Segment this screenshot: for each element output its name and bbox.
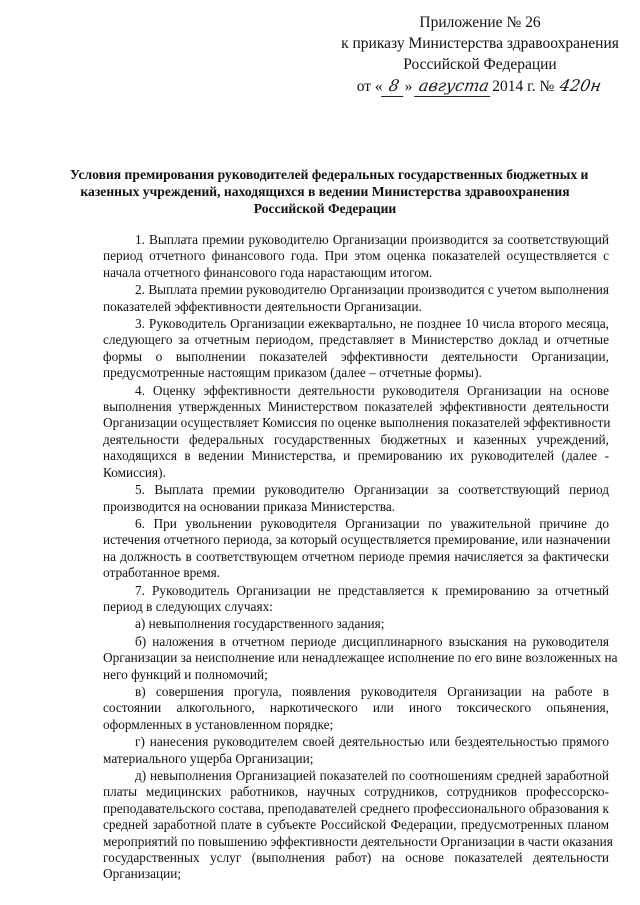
paragraph-line: деятельности федеральных государственных бюджетных и казенных учреждений, (103, 431, 609, 447)
paragraph (103, 232, 609, 281)
paragraph-line: период отчетного финансового года. При этом оценка показателей осуществляется с (103, 248, 609, 264)
paragraph-line: 5. Выплата премии руководителю Организации за соответствующий период (135, 482, 609, 498)
paragraph-line: начала отчетного финансового года нарастающим итогом. (103, 264, 433, 280)
paragraph (103, 516, 609, 582)
date-year: 2014 г. № (492, 78, 555, 95)
paragraph-line: Организации осуществляет Комиссия по оценке выполнения показателей эффективности (103, 415, 611, 431)
order-date-line (330, 75, 630, 97)
paragraph-line: средней заработной плате в субъекте Российской Федерации, предусмотренных планом (103, 817, 609, 833)
federation-label: Российской Федерации (403, 56, 557, 73)
paragraph (103, 482, 609, 515)
paragraph (103, 282, 609, 315)
paragraph (103, 383, 609, 481)
paragraph (103, 583, 609, 616)
paragraph-line: государственных услуг (выполнения работ) на основе показателей деятельности (103, 850, 609, 866)
handwritten-order-number: 420н (558, 76, 603, 95)
paragraph-line: истечения отчетного периода, за который осуществляется премирование, или назначении (103, 532, 611, 548)
paragraph-line: состоянии алкогольного, наркотического или иного токсического опьянения, (103, 700, 609, 716)
paragraph (103, 616, 609, 632)
paragraph-line: выполнения утвержденных Министерством показателей эффективности деятельности (103, 399, 609, 415)
paragraph-line: платы медицинских работников, научных сотрудников, сотрудников профессорско- (103, 784, 609, 800)
paragraph-line: Организации за неисполнение или ненадлежащее исполнение по его вине возложенных на (103, 650, 618, 666)
paragraph (103, 633, 618, 683)
document-body (103, 232, 618, 884)
document-title (70, 166, 589, 217)
paragraph-line: него функций и полномочий; (103, 666, 268, 682)
paragraph-line: 6. При увольнении руководителя Организации по уважительной причине до (135, 515, 609, 531)
paragraph-line: на должность в соответствующем отчетном периоде премия начисляется за фактически (103, 548, 609, 564)
date-mid: » (404, 78, 413, 95)
paragraph (103, 768, 613, 883)
paragraph-line: находящихся в ведении Министерства, и премированию их руководителей (далее - (103, 448, 609, 464)
paragraph-line: материального ущерба Организации; (103, 750, 314, 766)
paragraph-line: мероприятий по повышению эффективности деятельности Организации в части оказания (103, 833, 613, 849)
title-line: Условия премирования руководителей федеральных государственных бюджетных и (70, 167, 589, 182)
paragraph-line: период в следующих случаях: (103, 598, 273, 614)
paragraph-line: преподавательского состава, преподавателей среднего профессионального образования к (103, 800, 609, 816)
paragraph-line: отработанное время. (103, 565, 221, 581)
paragraph-line: предусмотренные настоящим приказом (далее – отчетные формы). (103, 365, 482, 381)
paragraph-line: оформленных в установленном порядке; (103, 716, 334, 732)
paragraph-line: формы о выполнении показателей эффективности деятельности Организации, (103, 348, 609, 364)
paragraph-line: г) нанесения руководителем своей деятельностью или бездеятельностью прямого (135, 734, 609, 750)
paragraph (103, 684, 609, 733)
paragraph (103, 734, 609, 767)
paragraph-line: д) невыполнения Организацией показателей по соотношениям средней заработной (135, 768, 609, 783)
paragraph (103, 316, 609, 382)
order-reference: к приказу Министерства здравоохранения (341, 35, 619, 52)
title-line: Российской Федерации (253, 201, 397, 216)
paragraph-line: б) наложения в отчетном периоде дисциплинарного взыскания на руководителя (135, 633, 609, 649)
appendix-header (330, 12, 630, 97)
paragraph-line: показателей эффективности деятельности Организации. (103, 298, 422, 314)
paragraph-line: 3. Руководитель Организации ежеквартально, не позднее 10 числа второго месяца, (135, 316, 609, 332)
paragraph-line: а) невыполнения государственного задания; (135, 616, 385, 632)
paragraph-line: Комиссия). (103, 464, 166, 480)
title-line: казенных учреждений, находящихся в ведении Министерства здравоохранения (80, 184, 570, 199)
paragraph-line: 4. Оценку эффективности деятельности руководителя Организации на основе (135, 382, 609, 398)
handwritten-day: 8 (381, 75, 407, 97)
paragraph-line: в) совершения прогула, появления руководителя Организации на работе в (135, 683, 609, 699)
handwritten-month: августа (414, 75, 494, 97)
date-prefix: от « (356, 78, 383, 95)
appendix-number: Приложение № 26 (419, 14, 541, 31)
paragraph-line: 7. Руководитель Организации не представляется к премированию за отчетный (135, 582, 609, 598)
paragraph-line: следующего за отчетным периодом, представляет в Министерство доклад и отчетные (103, 332, 609, 348)
paragraph-line: производится на основании приказа Министерства. (103, 498, 396, 514)
paragraph-line: 1. Выплата премии руководителю Организации производится за соответствующий (135, 232, 609, 247)
paragraph-line: 2. Выплата премии руководителю Организации производится с учетом выполнения (135, 282, 609, 298)
paragraph-line: Организации; (103, 866, 182, 882)
